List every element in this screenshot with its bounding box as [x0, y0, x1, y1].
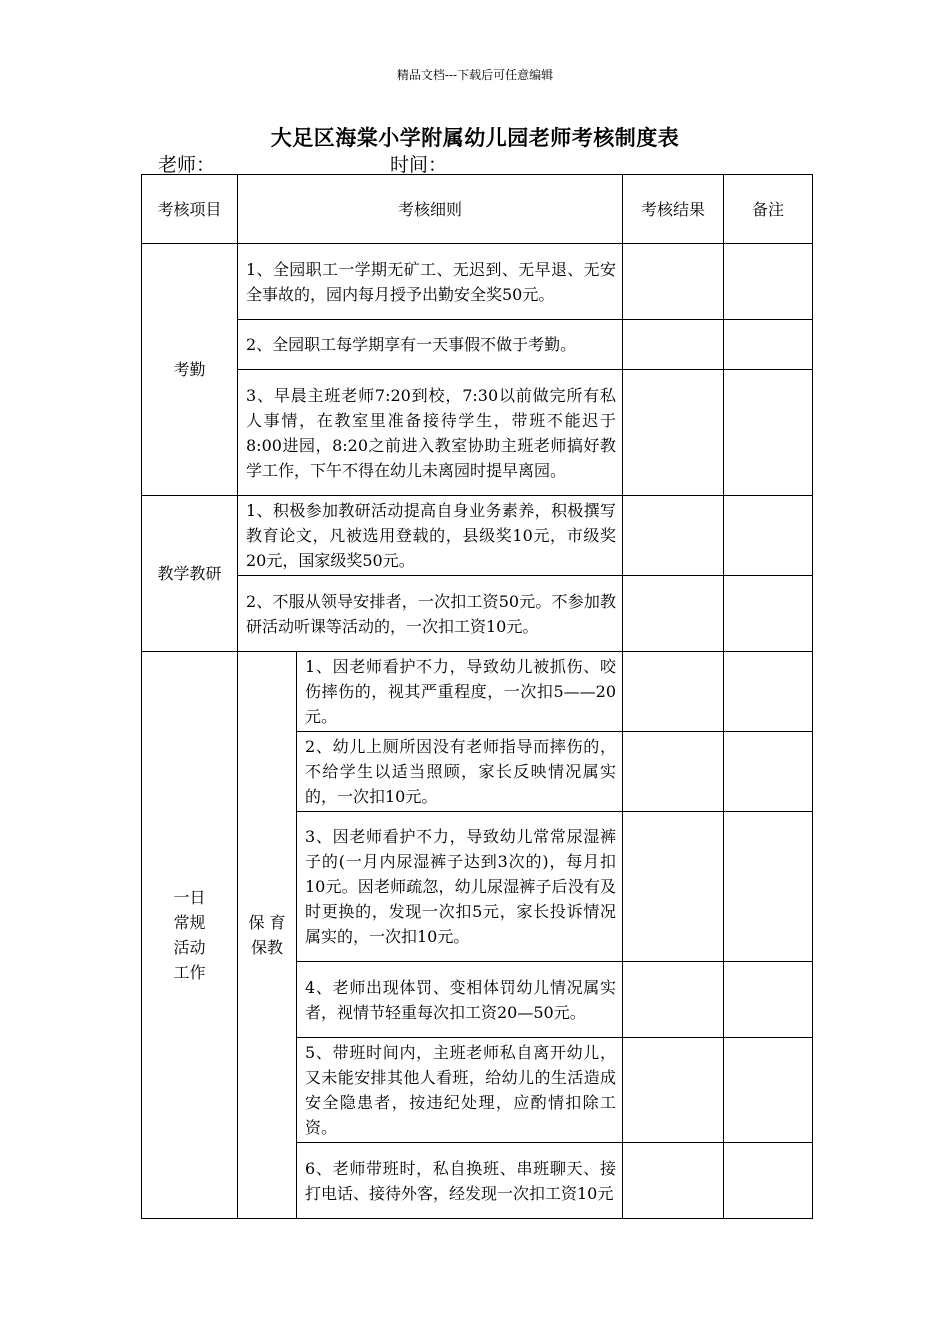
teacher-label: 老师： — [158, 154, 216, 176]
rule-text: 3、早晨主班老师7:20到校，7:30以前做完所有私人事情，在教室里准备接待学生，带班不能迟于8:00进园，8:20之前进入教室协助主班老师搞好教学工作，下午不得在幼儿未离园时提早离园。 — [238, 370, 623, 496]
table-row — [142, 496, 813, 576]
rule-text: 3、因老师看护不力，导致幼儿常常尿湿裤子的(一月内尿湿裤子达到3次的)，每月扣10元。因老师疏忽，幼儿尿湿裤子后没有及时更换的，发现一次扣5元，家长投诉情况属实的，一次扣10元。 — [297, 812, 623, 962]
header-note: 精品文档---下载后可任意编辑 — [396, 68, 554, 82]
result-cell[interactable] — [623, 1038, 724, 1143]
result-cell[interactable] — [623, 652, 724, 732]
subcategory-line: 保 育 — [248, 913, 286, 932]
result-cell[interactable] — [623, 496, 724, 576]
header-remark: 备注 — [724, 175, 813, 244]
table-row — [142, 244, 813, 320]
result-cell[interactable] — [623, 1143, 724, 1219]
category-daily-line: 常规 — [173, 913, 206, 932]
rule-text: 2、幼儿上厕所因没有老师指导而摔伤的，不给学生以适当照顾，家长反映情况属实的，一次扣10元。 — [297, 732, 623, 812]
header-item: 考核项目 — [142, 175, 238, 244]
header-detail: 考核细则 — [238, 175, 623, 244]
category-daily-line: 活动 — [173, 938, 206, 957]
header-result: 考核结果 — [623, 175, 724, 244]
result-cell[interactable] — [623, 370, 724, 496]
remark-cell[interactable] — [724, 496, 813, 576]
rule-text: 1、全园职工一学期无矿工、无迟到、无早退、无安全事故的，园内每月授予出勤安全奖50元。 — [238, 244, 623, 320]
subcategory-care — [238, 652, 297, 1219]
rule-text: 2、不服从领导安排者，一次扣工资50元。不参加教研活动听课等活动的，一次扣工资10元。 — [238, 576, 623, 652]
result-cell[interactable] — [623, 962, 724, 1038]
rule-text: 2、全园职工每学期享有一天事假不做于考勤。 — [238, 320, 623, 370]
table-row — [142, 320, 813, 370]
table-row — [142, 576, 813, 652]
remark-cell[interactable] — [724, 370, 813, 496]
remark-cell[interactable] — [724, 1143, 813, 1219]
time-label: 时间： — [390, 154, 448, 176]
category-teaching: 教学教研 — [142, 496, 238, 652]
remark-cell[interactable] — [724, 812, 813, 962]
remark-cell[interactable] — [724, 320, 813, 370]
rule-text: 1、因老师看护不力，导致幼儿被抓伤、咬伤摔伤的，视其严重程度，一次扣5——20元。 — [297, 652, 623, 732]
category-attendance: 考勤 — [142, 244, 238, 496]
result-cell[interactable] — [623, 812, 724, 962]
rule-text: 5、带班时间内，主班老师私自离开幼儿，又未能安排其他人看班，给幼儿的生活造成安全隐患者，按违纪处理，应酌情扣除工资。 — [297, 1038, 623, 1143]
rule-text: 6、老师带班时，私自换班、串班聊天、接打电话、接待外客，经发现一次扣工资10元 — [297, 1143, 623, 1219]
result-cell[interactable] — [623, 732, 724, 812]
remark-cell[interactable] — [724, 576, 813, 652]
rule-text: 1、积极参加教研活动提高自身业务素养，积极撰写教育论文，凡被选用登载的，县级奖10元，市级奖20元，国家级奖50元。 — [238, 496, 623, 576]
category-daily-line: 一日 — [173, 888, 206, 907]
result-cell[interactable] — [623, 320, 724, 370]
remark-cell[interactable] — [724, 732, 813, 812]
table-row — [142, 652, 813, 732]
remark-cell[interactable] — [724, 1038, 813, 1143]
category-daily — [142, 652, 238, 1219]
category-daily-line: 工作 — [173, 963, 206, 982]
table-header-row — [142, 175, 813, 244]
remark-cell[interactable] — [724, 962, 813, 1038]
result-cell[interactable] — [623, 244, 724, 320]
rule-text: 4、老师出现体罚、变相体罚幼儿情况属实者，视情节轻重每次扣工资20—50元。 — [297, 962, 623, 1038]
remark-cell[interactable] — [724, 652, 813, 732]
result-cell[interactable] — [623, 576, 724, 652]
remark-cell[interactable] — [724, 244, 813, 320]
table-row — [142, 370, 813, 496]
subcategory-line: 保教 — [250, 938, 283, 957]
document-title: 大足区海棠小学附属幼儿园老师考核制度表 — [270, 125, 680, 150]
assessment-table — [141, 174, 813, 1219]
